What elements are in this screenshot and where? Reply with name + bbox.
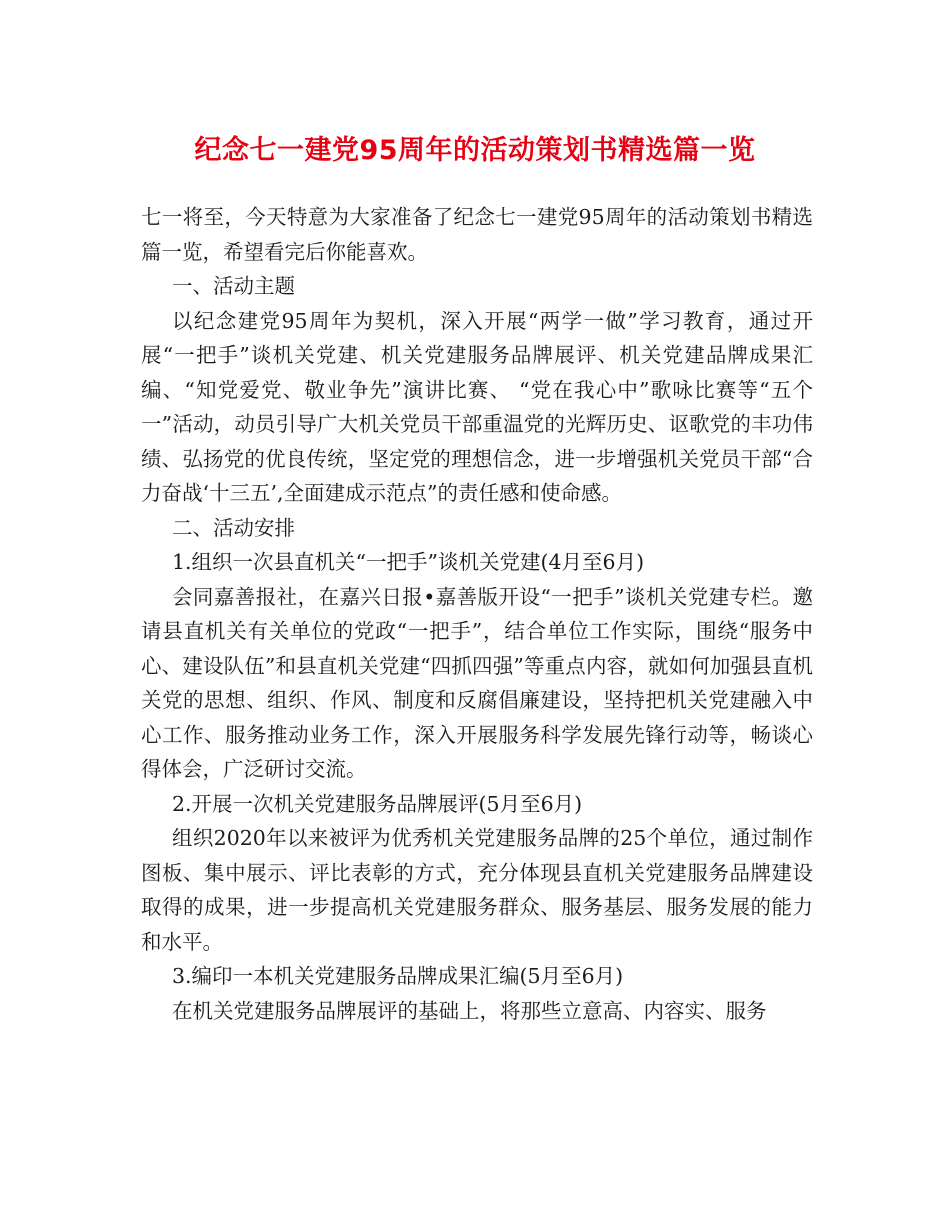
item-paragraph-3: 在机关党建服务品牌展评的基础上，将那些立意高、内容实、服务 — [172, 998, 767, 1023]
item-paragraph-1: 会同嘉善报社，在嘉兴日报•嘉善版开设“一把手”谈机关党建专栏。邀请县直机关有关单位的党政“一把手”，结合单位工作实际，围绕“服务中心、建设队伍”和县直机关党建“四抓四强”等重点内容，就如何加强县直机关党的思想、组织、作风、制度和反腐倡廉建设，坚持把机关党建融入中心工作、服务推动业务工作，深入开展服务科学发展先锋行动等，畅谈心得体会，广泛研讨交流。 — [141, 584, 813, 781]
document-title: 纪念七一建党95周年的活动策划书精选篇一览 — [194, 135, 756, 166]
item-paragraph-2: 组织2020年以来被评为优秀机关党建服务品牌的25个单位，通过制作图板、集中展示、评比表彰的方式，充分体现县直机关党建服务品牌建设取得的成果，进一步提高机关党建服务群众、服务基层、服务发展的能力和水平。 — [141, 826, 813, 954]
section-heading-theme: 一、活动主题 — [172, 274, 295, 298]
item-heading-3: 3.编印一本机关党建服务品牌成果汇编(5月至6月) — [172, 964, 624, 988]
document-body — [141, 200, 813, 1028]
section-heading-arrangement: 二、活动安排 — [172, 515, 295, 540]
item-heading-2: 2.开展一次机关党建服务品牌展评(5月至6月) — [172, 791, 583, 816]
intro-paragraph: 七一将至，今天特意为大家准备了纪念七一建党95周年的活动策划书精选篇一览，希望看完后你能喜欢。 — [141, 205, 813, 264]
item-heading-1: 1.组织一次县直机关“一把手”谈机关党建(4月至6月) — [172, 550, 645, 574]
theme-paragraph: 以纪念建党95周年为契机，深入开展“两学一做”学习教育，通过开展“一把手”谈机关党建、机关党建服务品牌展评、机关党建品牌成果汇编、“知党爱党、敬业争先”演讲比赛、 “党在我心中”歌咏比赛等“五个一”活动，动员引导广大机关党员干部重温党的光辉历史、讴歌党的丰功伟绩、弘扬党的优良传统，坚定党的理想信念，进一步增强机关党员干部“合力奋战‘十三五’,全面建成示范点”的责任感和使命感。 — [141, 308, 813, 505]
